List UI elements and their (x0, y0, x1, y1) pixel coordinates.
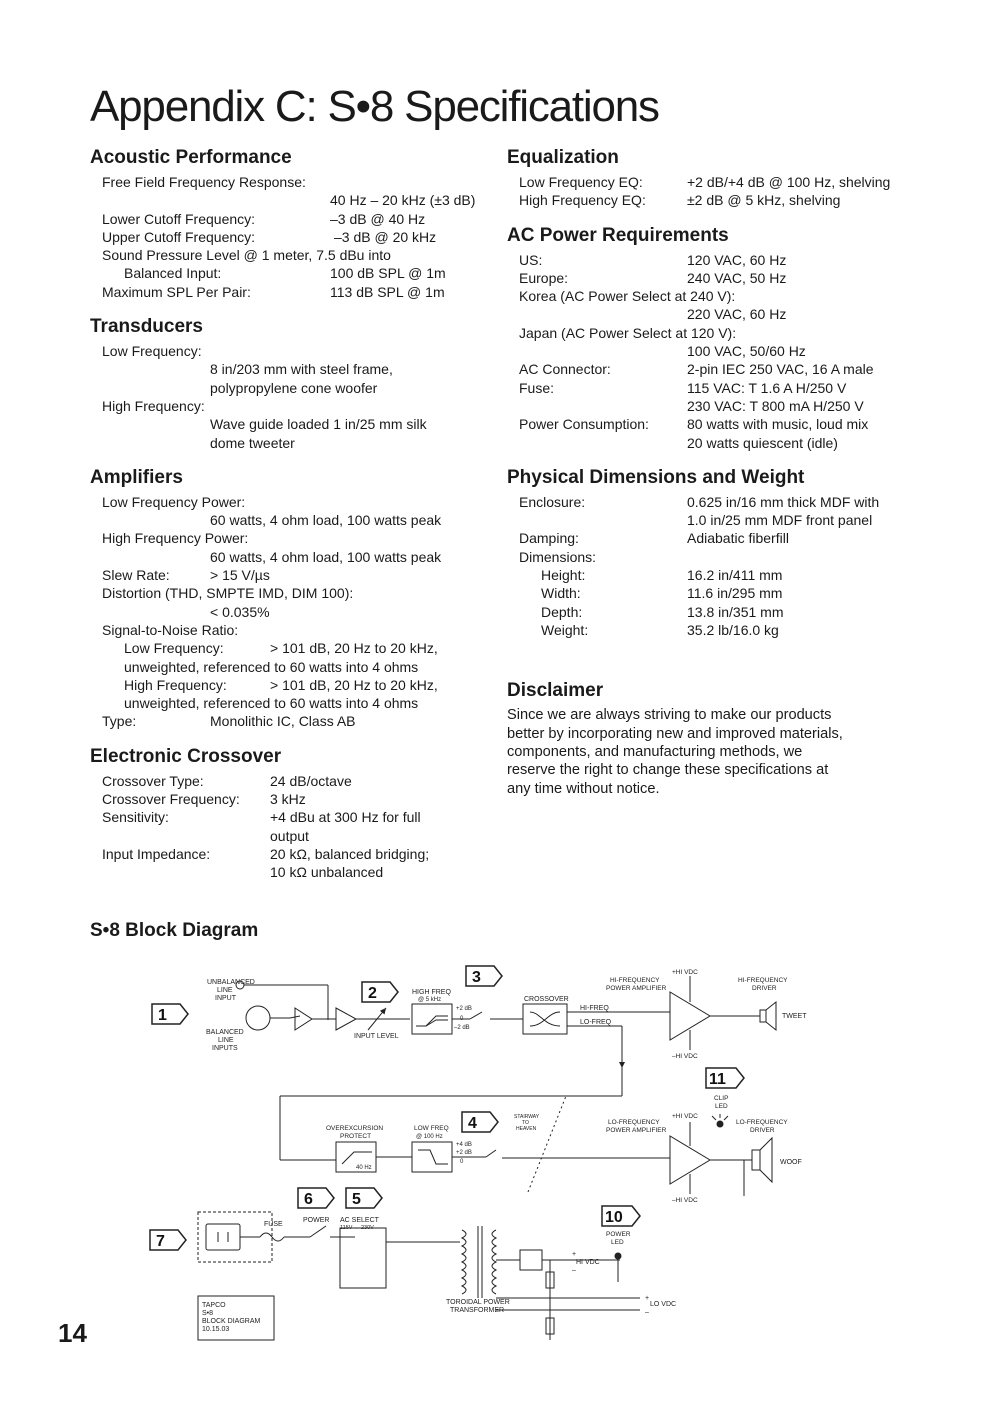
diagram-label: HI-FREQUENCY (610, 977, 660, 984)
svg-text:3: 3 (472, 969, 481, 986)
diagram-label: HIGH FREQ (412, 989, 451, 996)
diagram-label: – (572, 1267, 576, 1274)
rectifier-icon (520, 1250, 542, 1270)
diagram-label: HI-FREQ (580, 1005, 609, 1012)
diagram-label: @ 5 kHz (418, 997, 442, 1003)
spec-row: Type: Monolithic IC, Class AB (102, 713, 356, 730)
spec-row: Damping: Adiabatic fiberfill (519, 530, 789, 547)
callout-2 (362, 982, 398, 1002)
hp-curve-icon (342, 1152, 372, 1164)
spec-row: unweighted, referenced to 60 watts into 4 ohms (124, 658, 419, 675)
stamp-line: BLOCK DIAGRAM (202, 1318, 261, 1325)
spec-row: Depth: 13.8 in/351 mm (541, 603, 784, 620)
diagram-label: WOOF (780, 1159, 802, 1166)
spec-row: 8 in/203 mm with steel frame, (210, 361, 393, 378)
callout-4 (462, 1112, 498, 1132)
disclaimer-line: reserve the right to change these specifications at (507, 762, 829, 779)
diagram-label: INPUTS (212, 1045, 238, 1052)
spec-row: < 0.035% (210, 603, 270, 620)
diagram-label: –HI VDC (672, 1053, 698, 1060)
diagram-label: +4 dB (456, 1142, 472, 1148)
spec-row: Upper Cutoff Frequency: –3 dB @ 20 kHz (102, 228, 437, 245)
diagram-label: INPUT (215, 995, 236, 1002)
diagram-label: BALANCED (206, 1029, 244, 1036)
svg-text:2: 2 (368, 985, 377, 1002)
diagram-label: CLIP (714, 1095, 729, 1102)
diagram-label: 40 Hz (356, 1165, 372, 1171)
diagram-label: DRIVER (752, 985, 777, 992)
diagram-label: LO VDC (650, 1301, 677, 1308)
diagram-label: TO (522, 1120, 529, 1126)
high-freq-eq-block (412, 1004, 452, 1034)
spec-row: Slew Rate: > 15 V/µs (102, 567, 270, 584)
input-buffer-icon (295, 1008, 312, 1030)
low-freq-eq-block (412, 1142, 452, 1172)
diagram-label: –HI VDC (672, 1197, 698, 1204)
spec-row: Japan (AC Power Select at 120 V): (519, 324, 737, 341)
spec-row: Balanced Input: 100 dB SPL @ 1m (124, 265, 446, 282)
hf-shelf-curve-icon (416, 1016, 448, 1026)
diagram-label: +2 dB (456, 1150, 472, 1156)
spec-row: Crossover Frequency: 3 kHz (102, 791, 306, 808)
callout-11 (706, 1068, 744, 1088)
spec-row: Low Frequency: (102, 343, 202, 360)
ac-inlet-icon (206, 1224, 240, 1250)
spec-row: 10 kΩ unbalanced (270, 864, 384, 881)
spec-row: 20 watts quiescent (idle) (687, 434, 838, 451)
equalization-section (507, 146, 907, 210)
diagram-label: LED (715, 1103, 728, 1110)
diagram-label: POWER AMPLIFIER (606, 1127, 667, 1134)
spec-row: Sound Pressure Level @ 1 meter, 7.5 dBu into (102, 247, 391, 264)
diagram-label: 0 (460, 1159, 464, 1165)
callout-10 (602, 1206, 640, 1226)
spec-row: unweighted, referenced to 60 watts into 4 ohms (124, 695, 419, 712)
section-heading: AC Power Requirements (507, 224, 729, 246)
spec-row: Maximum SPL Per Pair: 113 dB SPL @ 1m (102, 283, 445, 300)
spec-row: Crossover Type: 24 dB/octave (102, 772, 352, 789)
spec-row: Dimensions: (519, 548, 597, 565)
diagram-label: POWER (303, 1217, 330, 1224)
acoustic-performance-section (90, 146, 490, 301)
spec-row: High Frequency Power: (102, 530, 249, 547)
spec-row: dome tweeter (210, 434, 295, 451)
diagram-label: +HI VDC (672, 969, 698, 976)
section-heading: Equalization (507, 147, 619, 168)
spec-row: polypropylene cone woofer (210, 379, 378, 396)
diagram-label: UNBALANCED (207, 979, 255, 986)
diagram-label: POWER (606, 1231, 631, 1238)
section-heading: Transducers (90, 316, 203, 338)
disclaimer-section (507, 679, 907, 798)
spec-row: High Frequency: > 101 dB, 20 Hz to 20 kHz, (124, 676, 438, 693)
spec-row: Weight: 35.2 lb/16.0 kg (541, 621, 779, 638)
section-heading: Electronic Crossover (90, 745, 282, 767)
diagram-label: + (572, 1251, 577, 1258)
lf-shelf-curve-icon (418, 1150, 448, 1164)
diagram-label: POWER AMPLIFIER (606, 985, 667, 992)
disclaimer-line: Since we are always striving to make our products (507, 707, 832, 724)
transformer-primary-icon (462, 1230, 466, 1294)
stairway-icon (528, 1096, 566, 1192)
diagram-label: +2 dB (456, 1006, 472, 1012)
diagram-label: DRIVER (750, 1127, 775, 1134)
page-number: 14 (58, 1318, 87, 1348)
spec-row: Height: 16.2 in/411 mm (541, 567, 783, 584)
diagram-label: 0 (460, 1016, 464, 1022)
diagram-label: AC SELECT (340, 1217, 379, 1224)
diagram-label: LINE (218, 1037, 234, 1044)
disclaimer-line: better by incorporating new and improved materials, (507, 725, 843, 742)
right-column (507, 146, 907, 812)
callout-7 (150, 1230, 186, 1250)
svg-text:4: 4 (468, 1115, 477, 1132)
diagram-label: – (645, 1309, 649, 1316)
preamp-icon (336, 1008, 356, 1030)
diagram-label: 115V ↔ 230V (340, 1225, 374, 1231)
spec-row: Input Impedance: 20 kΩ, balanced bridging; (102, 845, 430, 862)
section-heading: Amplifiers (90, 466, 183, 488)
diagram-label: OVEREXCURSION (326, 1125, 384, 1132)
balanced-xlr-icon (246, 1006, 270, 1030)
transducers-section (90, 315, 490, 452)
iec-inlet-block (198, 1212, 272, 1262)
power-switch-icon (310, 1226, 326, 1237)
disclaimer-line: components, and manufacturing methods, we (507, 744, 803, 761)
spec-row: Free Field Frequency Response: (102, 174, 306, 190)
diagram-label: –2 dB (454, 1025, 470, 1031)
diagram-label: +HI VDC (672, 1113, 698, 1120)
spec-row: Europe: 240 VAC, 50 Hz (519, 269, 787, 286)
svg-text:5: 5 (352, 1191, 361, 1208)
spec-row: 60 watts, 4 ohm load, 100 watts peak (210, 512, 442, 529)
svg-text:10: 10 (605, 1209, 623, 1226)
diagram-label: LINE (217, 987, 233, 994)
clip-led-icon (717, 1121, 723, 1127)
spec-row: Low Frequency EQ: +2 dB/+4 dB @ 100 Hz, shelving (519, 174, 891, 190)
callout-6 (298, 1188, 334, 1208)
diagram-label: STAIRWAY (514, 1114, 540, 1120)
spec-row: Width: 11.6 in/295 mm (541, 585, 783, 602)
diagram-label: PROTECT (340, 1133, 372, 1140)
disclaimer-line: any time without notice. (507, 780, 660, 797)
woofer-icon (752, 1150, 760, 1170)
spec-row: Distortion (THD, SMPTE IMD, DIM 100): (102, 585, 354, 602)
spec-row: Wave guide loaded 1 in/25 mm silk (210, 416, 427, 433)
section-heading: Acoustic Performance (90, 147, 292, 168)
section-heading: Disclaimer (507, 680, 604, 702)
spec-row: US: 120 VAC, 60 Hz (519, 251, 787, 268)
physical-dimensions-section (507, 466, 907, 639)
svg-text:1: 1 (158, 1007, 167, 1024)
spec-row: 220 VAC, 60 Hz (687, 306, 787, 323)
diagram-label: LOW FREQ (414, 1125, 449, 1132)
stamp-line: TAPCO (202, 1302, 226, 1309)
spec-row: output (270, 827, 309, 844)
stamp-line: S•8 (202, 1310, 214, 1317)
section-heading: Physical Dimensions and Weight (507, 466, 805, 488)
spec-row: High Frequency EQ: ±2 dB @ 5 kHz, shelving (519, 192, 841, 209)
diagram-label: LO-FREQ (580, 1019, 612, 1026)
spec-row: High Frequency: (102, 397, 205, 414)
svg-text:7: 7 (156, 1233, 165, 1250)
spec-row: Korea (AC Power Select at 240 V): (519, 288, 736, 305)
spec-row: Signal-to-Noise Ratio: (102, 621, 239, 638)
page-title: Appendix C: S•8 Specifications (90, 82, 659, 131)
ac-power-section (507, 224, 907, 452)
diagram-label: HI VDC (576, 1259, 600, 1266)
diagram-label: @ 100 Hz (416, 1134, 443, 1140)
electronic-crossover-section (90, 745, 490, 882)
left-column (90, 146, 490, 896)
diagram-label: TRANSFORMER (450, 1307, 505, 1314)
tweeter-icon (760, 1010, 766, 1022)
spec-row: 60 watts, 4 ohm load, 100 watts peak (210, 548, 442, 565)
svg-text:6: 6 (304, 1191, 313, 1208)
spec-row: Sensitivity: +4 dBu at 300 Hz for full (102, 809, 421, 826)
diagram-label: HI-FREQUENCY (738, 977, 788, 984)
spec-row: Low Frequency Power: (102, 493, 246, 510)
diagram-label: INPUT LEVEL (354, 1033, 399, 1040)
diagram-label: LO-FREQUENCY (736, 1119, 788, 1126)
diagram-label: LO-FREQUENCY (608, 1119, 660, 1126)
spec-row: Fuse: 115 VAC: T 1.6 A H/250 V (519, 379, 847, 396)
diagram-label: LED (611, 1239, 624, 1246)
callout-5 (346, 1188, 382, 1208)
spec-row: Enclosure: 0.625 in/16 mm thick MDF with (519, 493, 880, 510)
spec-row: 100 VAC, 50/60 Hz (687, 343, 806, 360)
spec-row: Power Consumption: 80 watts with music, loud mix (519, 416, 869, 433)
spec-row: 230 VAC: T 800 mA H/250 V (687, 397, 864, 414)
stamp-line: 10.15.03 (202, 1326, 230, 1333)
power-led-icon (615, 1253, 621, 1259)
diagram-label: HEAVEN (516, 1126, 537, 1132)
spec-row: AC Connector: 2-pin IEC 250 VAC, 16 A male (519, 361, 874, 378)
amplifiers-section (90, 466, 490, 731)
diagram-label: CROSSOVER (524, 996, 569, 1003)
callout-3 (466, 966, 502, 986)
spec-row: Lower Cutoff Frequency: –3 dB @ 40 Hz (102, 210, 426, 227)
spec-row: 40 Hz – 20 kHz (±3 dB) (330, 192, 476, 209)
svg-text:11: 11 (709, 1071, 726, 1088)
diagram-label: TWEET (782, 1013, 807, 1020)
block-diagram (140, 960, 840, 1360)
transformer-secondary-icon (492, 1230, 496, 1294)
diagram-label: FUSE (264, 1221, 283, 1228)
spec-row: Low Frequency: > 101 dB, 20 Hz to 20 kHz, (124, 640, 438, 657)
spec-row: 1.0 in/25 mm MDF front panel (687, 512, 873, 529)
block-diagram-heading: S•8 Block Diagram (90, 920, 259, 941)
diagram-label: + (645, 1295, 650, 1302)
diagram-label: TOROIDAL POWER (446, 1299, 510, 1306)
callout-1 (152, 1004, 188, 1024)
